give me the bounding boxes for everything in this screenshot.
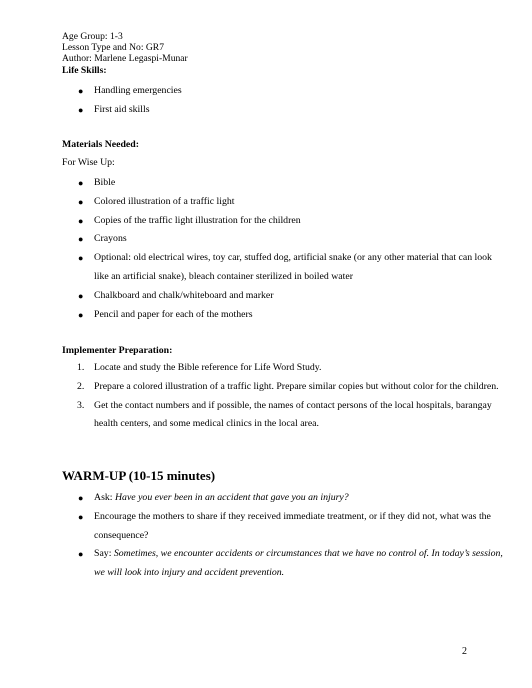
bullet-icon: ● bbox=[78, 493, 84, 503]
bullet-icon: ● bbox=[78, 215, 84, 226]
list-item: ● Colored illustration of a traffic light bbox=[62, 193, 504, 212]
list-item: ● Ask: Have you ever been in an accident that gave you an injury? bbox=[62, 489, 504, 508]
implementer-title: Implementer Preparation: bbox=[62, 345, 173, 356]
materials-title: Materials Needed: bbox=[62, 139, 139, 150]
warmup-list bbox=[62, 489, 504, 583]
age-group: Age Group: 1-3 bbox=[62, 31, 123, 42]
list-item: ● Optional: old electrical wires, toy car, stuffed dog, artificial snake (or any other material that can look like an artificial snake), bleach container sterilized in boiled water bbox=[62, 249, 504, 287]
list-item: ● Bible bbox=[62, 174, 504, 193]
bullet-icon: ● bbox=[78, 104, 84, 115]
author: Author: Marlene Legaspi-Munar bbox=[62, 53, 188, 65]
bullet-icon: ● bbox=[78, 178, 84, 188]
bullet-icon: ● bbox=[78, 196, 84, 207]
life-skills-title: Life Skills: bbox=[62, 64, 107, 76]
list-item: ● Crayons bbox=[62, 230, 504, 249]
bullet-icon: ● bbox=[78, 86, 84, 96]
list-item: ● Handling emergencies bbox=[62, 82, 504, 101]
list-item: ● Encourage the mothers to share if they received immediate treatment, or if they did not, what was the consequence? bbox=[62, 508, 504, 546]
warmup-title: WARM-UP (10-15 minutes) bbox=[62, 468, 216, 483]
bullet-icon: ● bbox=[78, 253, 84, 264]
list-item: ● Copies of the traffic light illustration for the children bbox=[62, 212, 504, 231]
page-number: 2 bbox=[462, 646, 467, 657]
list-item: ● Chalkboard and chalk/whiteboard and marker bbox=[62, 287, 504, 306]
bullet-icon: ● bbox=[78, 511, 84, 522]
list-item: 2. Prepare a colored illustration of a traffic light. Prepare similar copies but without color for the children. bbox=[77, 380, 499, 392]
bullet-icon: ● bbox=[78, 290, 84, 301]
lesson-header bbox=[62, 31, 188, 76]
lesson-type: Lesson Type and No: GR7 bbox=[62, 42, 165, 54]
bullet-icon: ● bbox=[78, 234, 84, 245]
materials-subtitle: For Wise Up: bbox=[62, 157, 115, 168]
implementer-list bbox=[62, 359, 504, 434]
bullet-icon: ● bbox=[78, 309, 84, 320]
materials-list bbox=[62, 174, 504, 324]
list-item: 3. Get the contact numbers and if possible, the names of contact persons of the local hospitals, barangay health centers, and some medical clinics in the local area. bbox=[77, 399, 492, 430]
list-item: ● Say: Sometimes, we encounter accidents or circumstances that we have no control of. In today’s session, we will look into injury and accident prevention. bbox=[62, 545, 504, 583]
bullet-icon: ● bbox=[78, 549, 84, 560]
list-item: 1. Locate and study the Bible reference for Life Word Study. bbox=[77, 362, 322, 373]
life-skills-list bbox=[62, 82, 504, 120]
list-item: ● Pencil and paper for each of the mothers bbox=[62, 306, 504, 325]
list-item: ● First aid skills bbox=[62, 101, 504, 120]
